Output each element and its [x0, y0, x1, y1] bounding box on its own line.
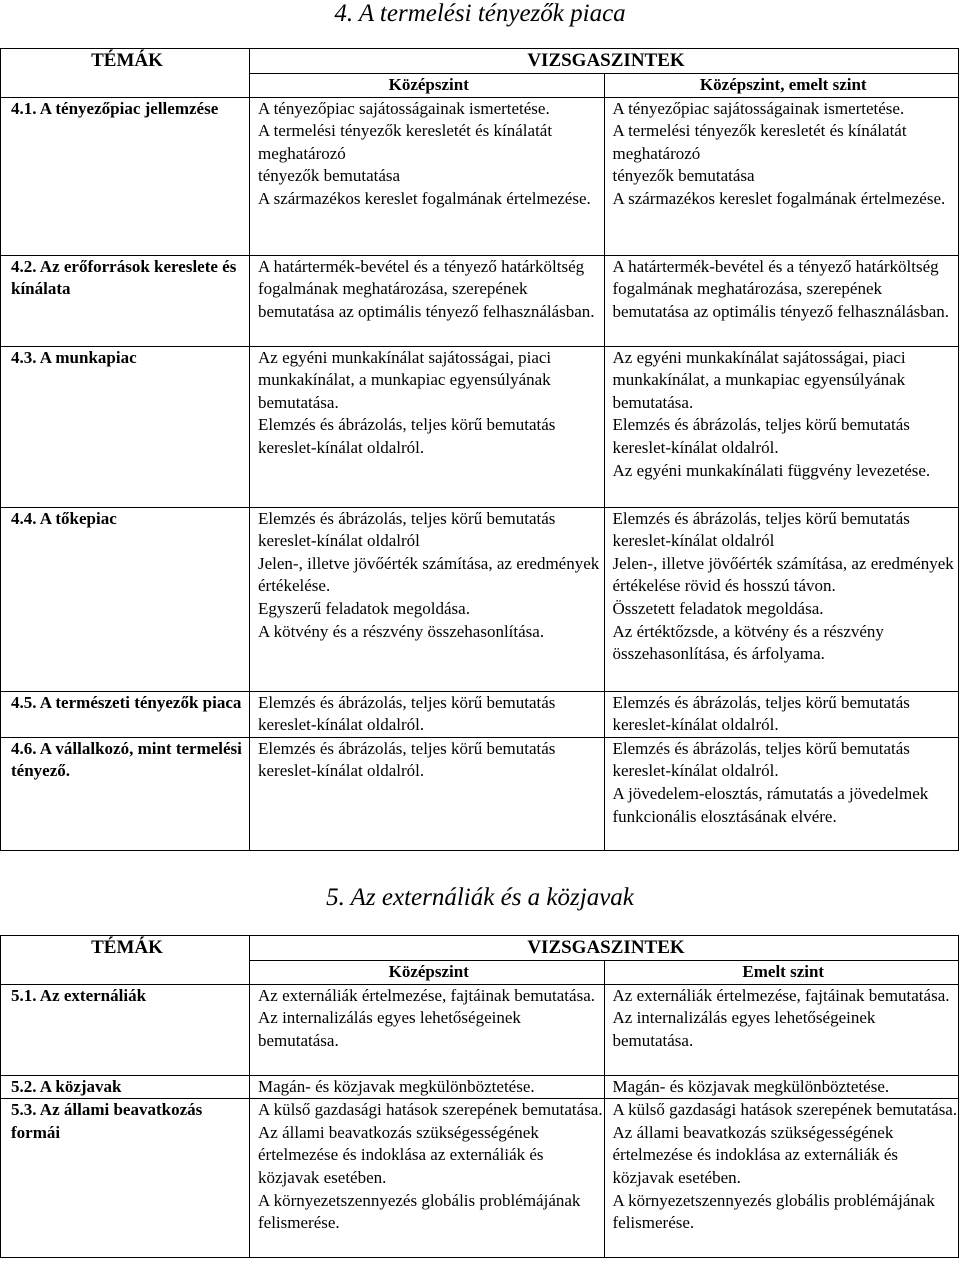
list-item: Elemzés és ábrázolás, teljes körű bemutatás kereslet-kínálat oldalról	[612, 508, 910, 551]
adv-level-cell	[604, 737, 959, 850]
exam-levels-header: VIZSGASZINTEK	[250, 49, 959, 74]
list-item: tényezők bemutatása	[612, 166, 755, 186]
adv-level-header: Emelt szint	[604, 961, 959, 985]
list-item: Az egyéni munkakínálat sajátosságai, piaci munkakínálat, a munkapiac egyensúlyának bemutatása.	[258, 347, 552, 412]
topic-cell: 4.2. Az erőforrások kereslete és kínálata	[1, 255, 250, 346]
list-item: Az értéktőzsde, a kötvény és a részvény összehasonlítása, és árfolyama.	[612, 621, 884, 664]
section4-title: 4. A termelési tényezők piaca	[334, 0, 626, 27]
list-item: A külső gazdasági hatások szerepének bemutatása.	[258, 1100, 603, 1120]
mid-level-cell	[250, 255, 605, 346]
list-item: Az állami beavatkozás szükségességének értelmezése és indoklása az externáliák és közjavak esetében.	[258, 1122, 544, 1187]
topic-cell: 4.5. A természeti tényezők piaca	[1, 691, 250, 737]
table-row	[1, 691, 959, 737]
topic-cell: 4.6. A vállalkozó, mint termelési tényező.	[1, 737, 250, 850]
table-row	[1, 1099, 959, 1258]
adv-level-header: Középszint, emelt szint	[604, 74, 959, 98]
section4-table	[0, 48, 959, 851]
mid-level-cell	[250, 507, 605, 691]
adv-level-cell	[604, 97, 959, 255]
topic-cell: 5.3. Az állami beavatkozás formái	[1, 1099, 250, 1258]
mid-level-cell	[250, 1075, 605, 1099]
list-item: A származékos kereslet fogalmának értelmezése.	[612, 188, 946, 208]
adv-level-cell	[604, 984, 959, 1075]
topic-cell: 4.1. A tényezőpiac jellemzése	[1, 97, 250, 255]
adv-level-cell	[604, 346, 959, 507]
list-item: Magán- és közjavak megkülönböztetése.	[258, 1076, 535, 1096]
table-row	[1, 346, 959, 507]
list-item: Egyszerű feladatok megoldása.	[258, 598, 470, 618]
list-item: Az állami beavatkozás szükségességének értelmezése és indoklása az externáliák és közjavak esetében.	[612, 1122, 899, 1187]
list-item: A környezetszennyezés globális problémájának felismerése.	[258, 1190, 581, 1233]
table-row	[1, 507, 959, 691]
mid-level-cell	[250, 1099, 605, 1258]
table-row	[1, 255, 959, 346]
list-item: Az externáliák értelmezése, fajtáinak bemutatása.	[258, 985, 595, 1005]
list-item: Az egyéni munkakínálat sajátosságai, piaci munkakínálat, a munkapiac egyensúlyának bemutatása.	[612, 347, 906, 412]
list-item: Magán- és közjavak megkülönböztetése.	[612, 1076, 890, 1096]
list-item: Az egyéni munkakínálati függvény levezetése.	[612, 460, 931, 480]
list-item: Összetett feladatok megoldása.	[612, 598, 824, 618]
list-item: Jelen-, illetve jövőérték számítása, az eredmények értékelése rövid és hosszú távon.	[612, 553, 954, 596]
list-item: Elemzés és ábrázolás, teljes körű bemutatás kereslet-kínálat oldalról.	[612, 738, 910, 781]
list-item: A határtermék-bevétel és a tényező határköltség fogalmának meghatározása, szerepének bemutatása az optimális tényező felhasználásban.	[258, 256, 595, 321]
topic-cell: 4.3. A munkapiac	[1, 346, 250, 507]
mid-level-cell	[250, 346, 605, 507]
table-header-row	[1, 49, 959, 74]
list-item: tényezők bemutatása	[258, 166, 401, 186]
topic-cell: 5.1. Az externáliák	[1, 984, 250, 1075]
list-item: A jövedelem-elosztás, rámutatás a jövedelmek funkcionális elosztásának elvére.	[612, 783, 929, 826]
list-item: Elemzés és ábrázolás, teljes körű bemutatás kereslet-kínálat oldalról.	[258, 415, 556, 457]
topic-cell: 5.2. A közjavak	[1, 1075, 250, 1099]
adv-level-cell	[604, 691, 959, 737]
list-item: A termelési tényezők keresletét és kínálatát meghatározó	[612, 121, 907, 163]
list-item: Elemzés és ábrázolás, teljes körű bemutatás kereslet-kínálat oldalról.	[258, 738, 556, 781]
list-item: A külső gazdasági hatások szerepének bemutatása.	[612, 1100, 958, 1120]
mid-level-cell	[250, 737, 605, 850]
mid-level-cell	[250, 97, 605, 255]
topic-cell: 4.4. A tőkepiac	[1, 507, 250, 691]
mid-level-header: Középszint	[250, 961, 605, 985]
list-item: A termelési tényezők keresletét és kínálatát meghatározó	[258, 121, 553, 163]
table-row	[1, 1075, 959, 1099]
mid-level-header: Középszint	[250, 74, 605, 98]
list-item: Elemzés és ábrázolás, teljes körű bemutatás kereslet-kínálat oldalról.	[258, 692, 556, 735]
list-item: Az internalizálás egyes lehetőségeinek bemutatása.	[258, 1008, 521, 1050]
list-item: A tényezőpiac sajátosságainak ismertetése.	[258, 98, 550, 118]
table-row	[1, 97, 959, 255]
list-item: Elemzés és ábrázolás, teljes körű bemutatás kereslet-kínálat oldalról	[258, 508, 556, 551]
list-item: A tényezőpiac sajátosságainak ismertetése.	[612, 98, 905, 118]
list-item: A környezetszennyezés globális problémájának felismerése.	[612, 1190, 935, 1233]
adv-level-cell	[604, 255, 959, 346]
adv-level-cell	[604, 1099, 959, 1258]
topics-header: TÉMÁK	[1, 936, 250, 985]
exam-levels-header: VIZSGASZINTEK	[250, 936, 959, 961]
adv-level-cell	[604, 1075, 959, 1099]
mid-level-cell	[250, 691, 605, 737]
list-item: Az externáliák értelmezése, fajtáinak bemutatása.	[612, 985, 950, 1005]
adv-level-cell	[604, 507, 959, 691]
section5-title: 5. Az externáliák és a közjavak	[326, 884, 634, 911]
table-row	[1, 984, 959, 1075]
list-item: Elemzés és ábrázolás, teljes körű bemutatás kereslet-kínálat oldalról.	[612, 415, 910, 457]
list-item: Az internalizálás egyes lehetőségeinek bemutatása.	[612, 1008, 876, 1050]
list-item: A határtermék-bevétel és a tényező határköltség fogalmának meghatározása, szerepének bemutatása az optimális tényező felhasználásban.	[612, 256, 950, 321]
topics-header: TÉMÁK	[1, 49, 250, 98]
table-header-row	[1, 936, 959, 961]
list-item: Jelen-, illetve jövőérték számítása, az eredmények értékelése.	[258, 553, 600, 596]
list-item: A kötvény és a részvény összehasonlítása.	[258, 621, 545, 641]
mid-level-cell	[250, 984, 605, 1075]
list-item: Elemzés és ábrázolás, teljes körű bemutatás kereslet-kínálat oldalról.	[612, 692, 910, 735]
section5-table	[0, 935, 959, 1258]
list-item: A származékos kereslet fogalmának értelmezése.	[258, 188, 591, 208]
table-row	[1, 737, 959, 850]
